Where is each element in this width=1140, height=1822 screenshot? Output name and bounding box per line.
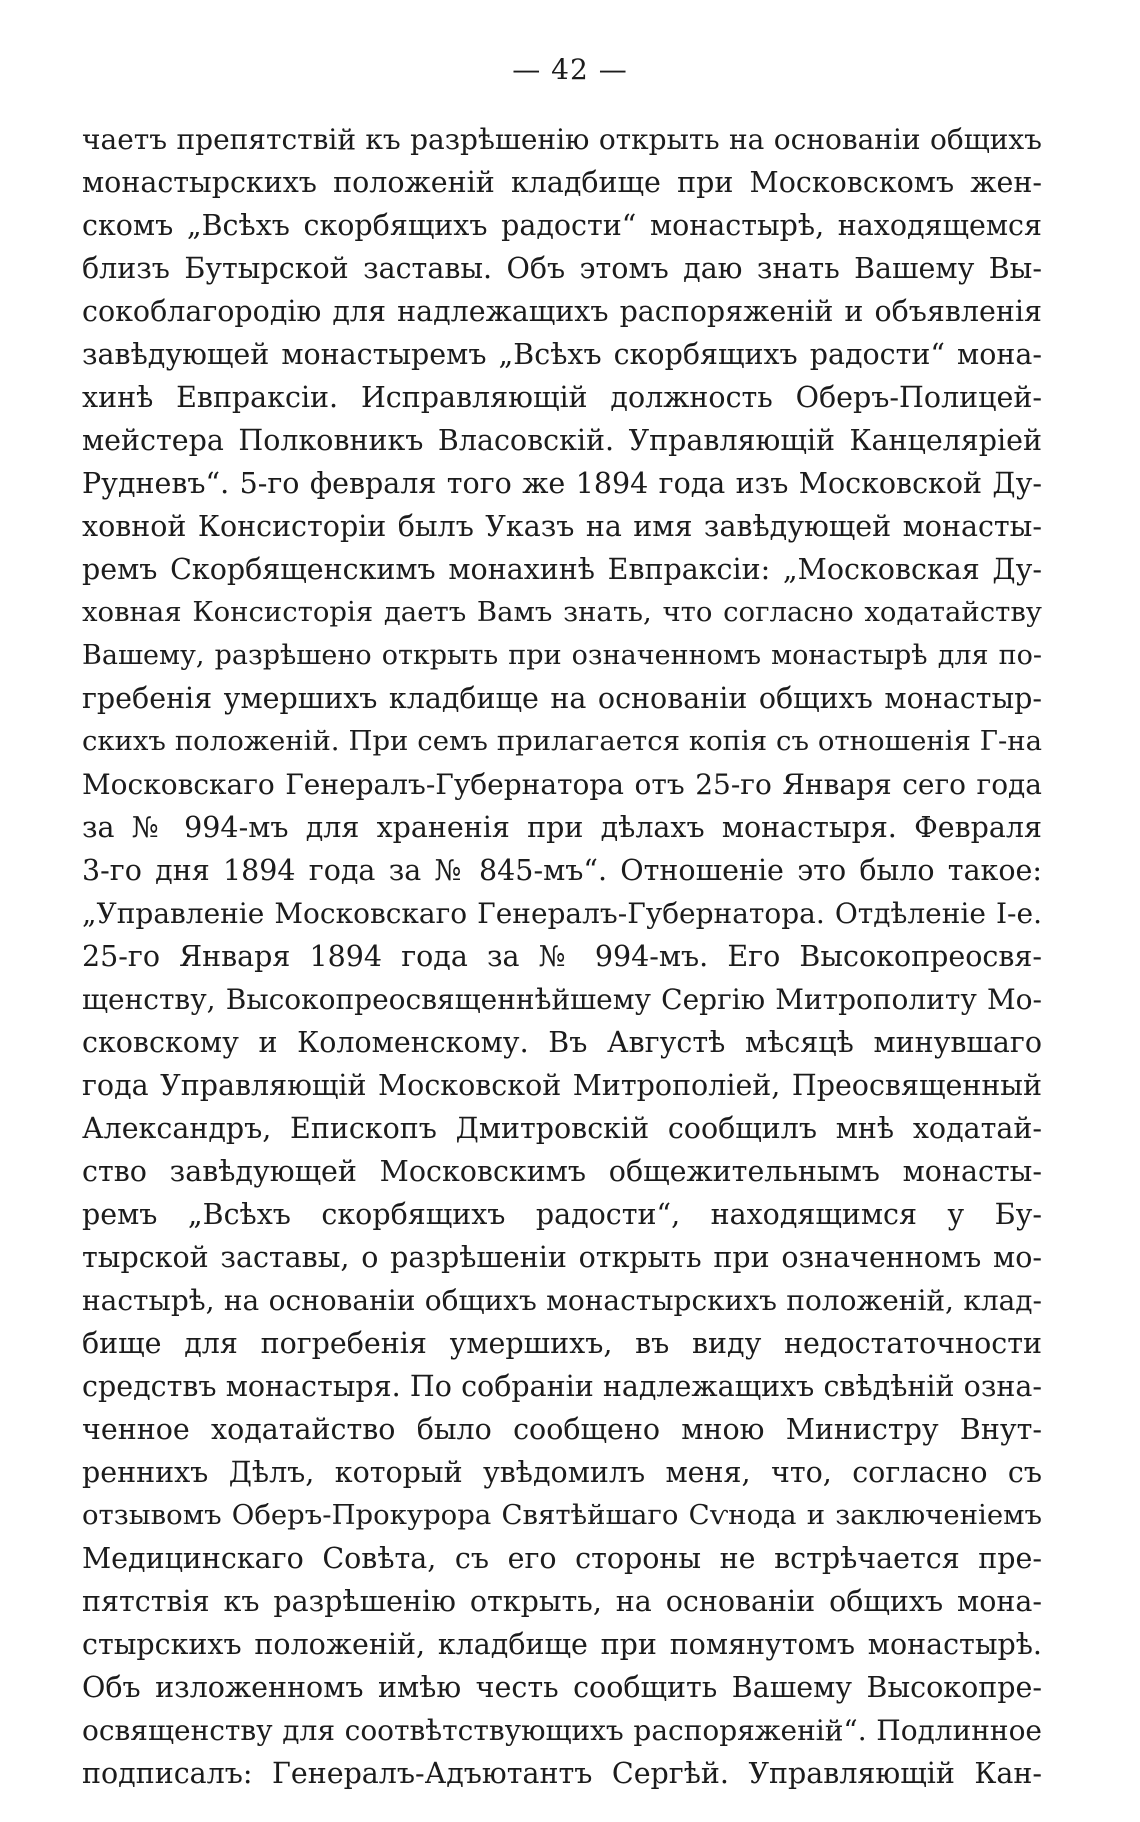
text-line: щенству, Высокопреосвященнѣйшему Сергію Митрополиту Мо-	[82, 983, 1042, 1016]
text-line: ховной Консисторіи былъ Указъ на имя завѣдующей монасты-	[82, 510, 1042, 543]
text-line: Объ изложенномъ имѣю честь сообщить Вашему Высокопре-	[82, 1671, 1042, 1704]
text-line: средствъ монастыря. По собраніи надлежащихъ свѣдѣній озна-	[82, 1370, 1042, 1403]
text-line: Медицинскаго Совѣта, съ его стороны не встрѣчается пре-	[82, 1542, 1042, 1575]
text-line: мейстера Полковникъ Власовскій. Управляющій Канцеляріей	[82, 424, 1042, 457]
body-text	[82, 118, 1042, 1795]
text-line: Московскаго Генералъ-Губернатора отъ 25-го Января сего года	[82, 768, 1042, 801]
text-line: ремъ „Всѣхъ скорбящихъ радости“, находящимся у Бу-	[82, 1198, 1042, 1231]
text-line: ство завѣдующей Московскимъ общежительнымъ монасты-	[82, 1155, 1042, 1188]
text-line: ченное ходатайство было сообщено мною Министру Внут-	[82, 1413, 1042, 1446]
text-line: хинѣ Евпраксіи. Исправляющій должность Оберъ-Полицей-	[82, 381, 1042, 414]
text-line: 25-го Января 1894 года за № 994-мъ. Его Высокопреосвя-	[82, 940, 1042, 973]
text-line: Александръ, Епископъ Дмитровскій сообщилъ мнѣ ходатай-	[82, 1112, 1042, 1145]
text-line: гребенія умершихъ кладбище на основаніи общихъ монастыр-	[82, 682, 1042, 715]
text-line: чаетъ препятствій къ разрѣшенію открыть на основаніи общихъ	[82, 123, 1042, 156]
text-line: Рудневъ“. 5-го февраля того же 1894 года изъ Московской Ду-	[82, 467, 1042, 500]
text-line: 3-го дня 1894 года за № 845-мъ“. Отношеніе это было такое:	[82, 854, 1042, 887]
text-line: ремъ Скорбященскимъ монахинѣ Евпраксіи: „Московская Ду-	[82, 553, 1042, 586]
text-line: тырской заставы, о разрѣшеніи открыть при означенномъ мо-	[82, 1241, 1042, 1274]
text-line: пятствія къ разрѣшенію открыть, на основаніи общихъ мона-	[82, 1585, 1042, 1618]
page-number: — 42 —	[512, 53, 628, 86]
text-line: сокоблагородію для надлежащихъ распоряженій и объявленія	[82, 295, 1042, 328]
text-line: скомъ „Всѣхъ скорбящихъ радости“ монастырѣ, находящемся	[82, 209, 1042, 242]
text-line: реннихъ Дѣлъ, который увѣдомилъ меня, что, согласно съ	[82, 1456, 1042, 1489]
text-line: стырскихъ положеній, кладбище при помянутомъ монастырѣ.	[82, 1628, 1042, 1661]
text-line: монастырскихъ положеній кладбище при Московскомъ жен-	[82, 166, 1042, 199]
text-line: завѣдующей монастыремъ „Всѣхъ скорбящихъ радости“ мона-	[82, 338, 1042, 371]
text-line: отзывомъ Оберъ-Прокурора Святѣйшаго Сѵнода и заключеніемъ	[82, 1499, 1042, 1531]
text-line: Вашему, разрѣшено открыть при означенномъ монастырѣ для по-	[82, 640, 1042, 671]
text-line: сковскому и Коломенскому. Въ Августѣ мѣсяцѣ минувшаго	[82, 1026, 1042, 1059]
text-line: ховная Консисторія даетъ Вамъ знать, что согласно ходатайству	[82, 596, 1042, 628]
text-line: скихъ положеній. При семъ прилагается копія съ отношенія Г-на	[82, 725, 1042, 757]
text-line: настырѣ, на основаніи общихъ монастырскихъ положеній, клад-	[82, 1284, 1042, 1317]
text-line: подписалъ: Генералъ-Адъютантъ Сергѣй. Управляющій Кан-	[82, 1757, 1042, 1790]
text-line: освященству для соотвѣтствующихъ распоряженій“. Подлинное	[82, 1714, 1042, 1747]
text-line: близъ Бутырской заставы. Объ этомъ даю знать Вашему Вы-	[82, 252, 1042, 285]
text-line: за № 994-мъ для храненія при дѣлахъ монастыря. Февраля	[82, 811, 1042, 844]
text-line: года Управляющій Московской Митрополіей, Преосвященный	[82, 1069, 1042, 1102]
text-line: бище для погребенія умершихъ, въ виду недостаточности	[82, 1327, 1042, 1360]
text-line: „Управленіе Московскаго Генералъ-Губернатора. Отдѣленіе I-е.	[82, 897, 1042, 930]
